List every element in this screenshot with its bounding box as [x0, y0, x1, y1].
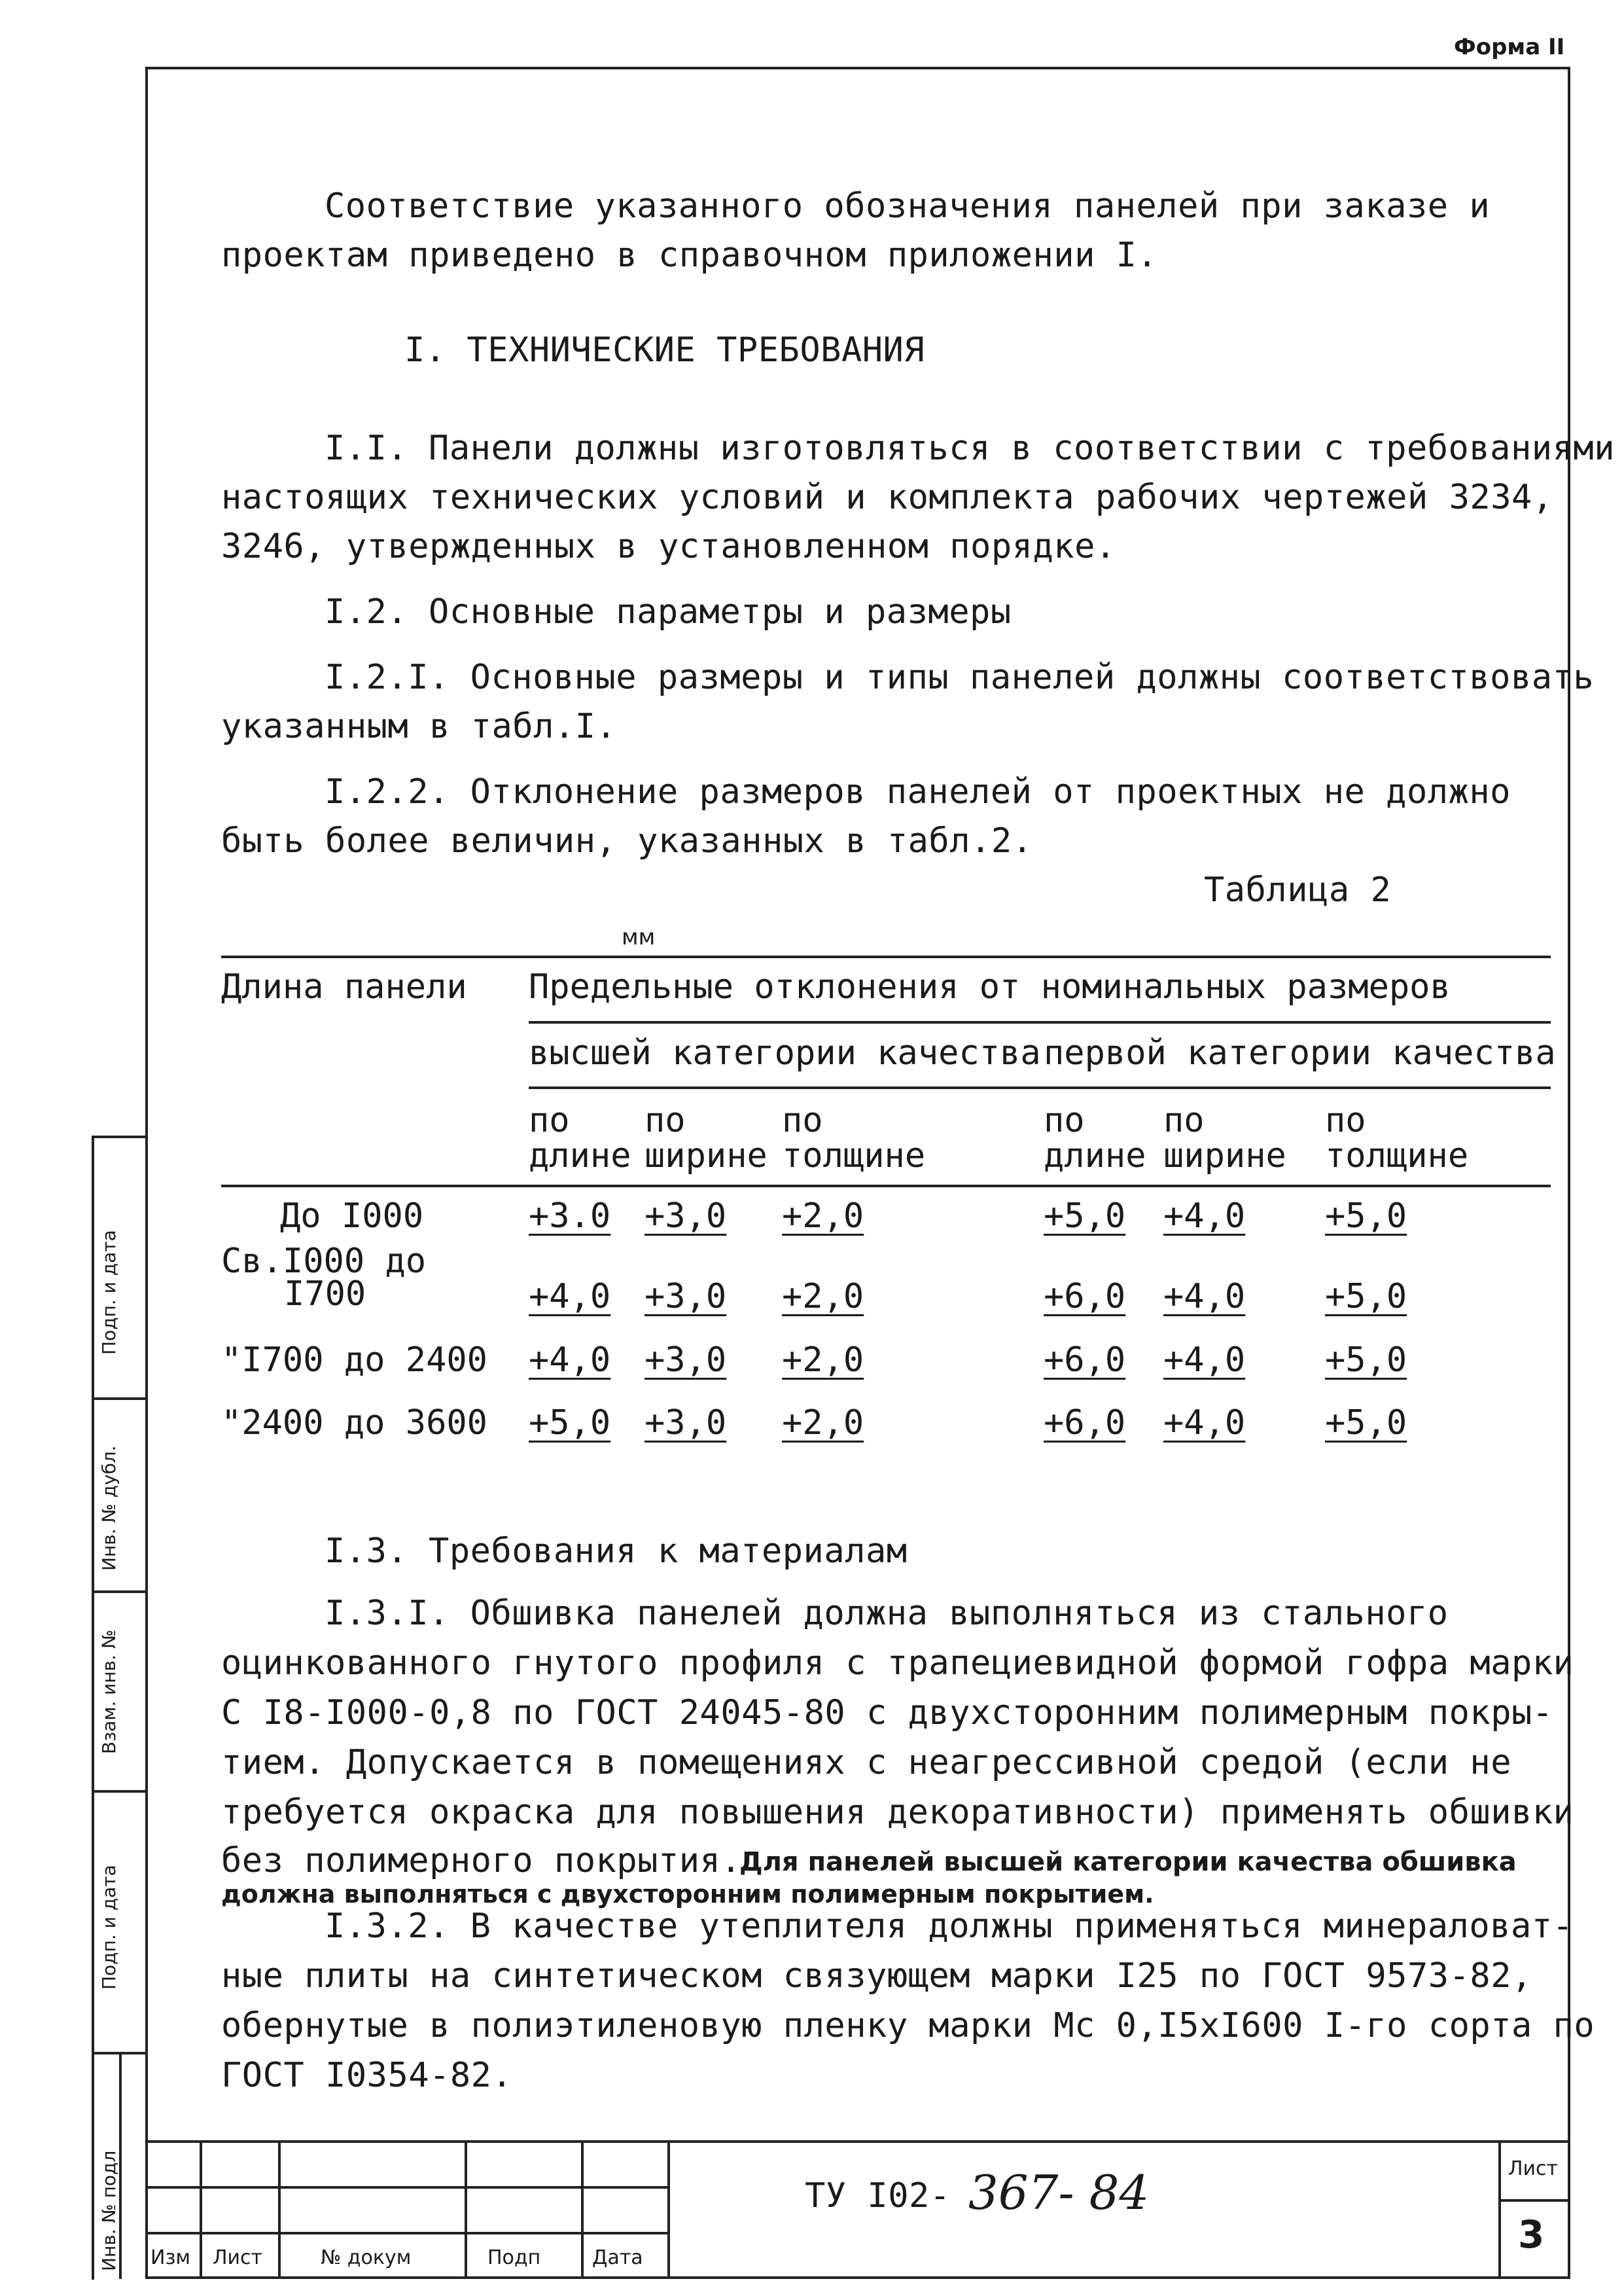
handwritten-insert-2: должна выполняться с двухсторонним полимерным покрытием.: [221, 1880, 1154, 1909]
sub-header-length-first: по длине: [1044, 1101, 1146, 1175]
p1-3-1-line-1: I.3.I. Обшивка панелей должна выполняться из стального: [325, 1594, 1449, 1633]
row-2-val-3: +2,0: [782, 1277, 864, 1316]
row-1-label: До I000: [280, 1196, 424, 1236]
stamp-col-5: [667, 2140, 670, 2279]
header-deviation: Предельные отклонения от номинальных размеров: [529, 967, 1451, 1007]
row-4-val-6: +5,0: [1325, 1403, 1407, 1443]
header-length: Длина панели: [221, 967, 467, 1007]
header-rule-2: [529, 1086, 1551, 1089]
stamp-col-3: [465, 2140, 467, 2279]
row-4-label: "2400 до 3600: [221, 1403, 487, 1443]
stamp-col-sheet: [1498, 2140, 1501, 2279]
row-4-val-2: +3,0: [644, 1403, 727, 1443]
p1-3-2-line-1: I.3.2. В качестве утеплителя должны применяться минераловат-: [325, 1907, 1574, 1946]
side-strip-div-1: [92, 1397, 148, 1400]
sheet-number: 3: [1518, 2212, 1545, 2257]
row-4-val-5: +4,0: [1163, 1403, 1246, 1443]
row-4-val-4: +6,0: [1044, 1403, 1126, 1443]
p1-3-heading: I.3. Требования к материалам: [325, 1532, 908, 1571]
row-2-val-2: +3,0: [644, 1277, 727, 1316]
stamp-col-1: [200, 2140, 202, 2279]
form-label: Форма II: [1454, 34, 1565, 60]
p1-1-line-2: настоящих технических условий и комплекта рабочих чертежей 3234,: [221, 478, 1553, 517]
side-strip-top: [92, 1136, 148, 1138]
row-2-val-4: +6,0: [1044, 1277, 1126, 1316]
intro-line-1: Соответствие указанного обозначения панелей при заказе и: [325, 187, 1491, 226]
row-3-val-4: +6,0: [1044, 1340, 1126, 1380]
table-top-rule: [221, 956, 1551, 958]
doc-code-number: 367- 84: [968, 2165, 1150, 2220]
row-3-val-1: +4,0: [529, 1340, 611, 1380]
p1-2-2-line-1: I.2.2. Отклонение размеров панелей от проектных не должно: [325, 772, 1511, 812]
side-label-4: Подп. и дата: [98, 1865, 120, 1990]
row-3-val-3: +2,0: [782, 1340, 864, 1380]
stamp-row-1: [145, 2186, 669, 2189]
p1-3-2-line-3: обернутые в полиэтиленовую пленку марки Мс 0,I5хI600 I-го сорта по: [221, 2006, 1595, 2045]
p1-3-1-line-6: без полимерного покрытия.: [221, 1841, 742, 1880]
row-2-label: Св.I000 до I700: [221, 1242, 427, 1314]
p1-3-1-line-4: тием. Допускается в помещениях с неагрессивной средой (если не: [221, 1743, 1512, 1782]
p1-2-heading: I.2. Основные параметры и размеры: [325, 592, 1012, 632]
stamp-sheet-row: [1498, 2199, 1570, 2202]
stamp-header-doc: № докум: [321, 2246, 412, 2269]
sub-header-thickness-first: по толщине: [1325, 1101, 1469, 1175]
handwritten-insert-1: Для панелей высшей категории качества обшивка: [739, 1847, 1517, 1877]
row-1-val-6: +5,0: [1325, 1196, 1407, 1236]
header-bottom-rule: [221, 1185, 1551, 1187]
header-cat-first: первой категории качества: [1044, 1033, 1556, 1073]
side-label-5: Инв. № подл: [98, 2150, 120, 2271]
p1-2-2-line-2: быть более величин, указанных в табл.2.: [221, 821, 1033, 861]
row-1-val-3: +2,0: [782, 1196, 864, 1236]
p1-3-1-line-3: С I8-I000-0,8 по ГОСТ 24045-80 с двухсторонним полимерным покры-: [221, 1693, 1553, 1732]
side-strip-left: [92, 1136, 94, 2280]
side-label-3: Взам. инв. №: [98, 1629, 120, 1754]
p1-3-2-line-4: ГОСТ I0354-82.: [221, 2056, 513, 2095]
p1-2-1-line-2: указанным в табл.I.: [221, 707, 617, 746]
stamp-header-list: Лист: [213, 2246, 263, 2269]
side-label-2: Инв. № дубл.: [98, 1445, 120, 1571]
side-strip-div-3: [92, 1790, 148, 1793]
row-3-label: "I700 до 2400: [221, 1340, 487, 1380]
row-1-val-2: +3,0: [644, 1196, 727, 1236]
row-1-val-5: +4,0: [1163, 1196, 1246, 1236]
section-title: I. ТЕХНИЧЕСКИЕ ТРЕБОВАНИЯ: [404, 331, 925, 370]
row-2-val-1: +4,0: [529, 1277, 611, 1316]
sub-header-width-first: по ширине: [1163, 1101, 1286, 1175]
p1-3-2-line-2: ные плиты на синтетическом связующем марки I25 по ГОСТ 9573-82,: [221, 1956, 1532, 1996]
sub-header-thickness-high: по толщине: [782, 1101, 926, 1175]
p1-1-line-3: 3246, утвержденных в установленном порядке.: [221, 527, 1116, 566]
row-2-val-5: +4,0: [1163, 1277, 1246, 1316]
p1-3-1-line-2: оцинкованного гнутого профиля с трапециевидной формой гофра марки: [221, 1643, 1574, 1683]
row-3-val-5: +4,0: [1163, 1340, 1246, 1380]
row-3-val-6: +5,0: [1325, 1340, 1407, 1380]
row-4-val-1: +5,0: [529, 1403, 611, 1443]
row-1-val-4: +5,0: [1044, 1196, 1126, 1236]
side-label-1: Подп. и дата: [98, 1230, 120, 1355]
stamp-col-2: [278, 2140, 281, 2279]
row-1-val-1: +3.0: [529, 1196, 611, 1236]
stamp-header-data: Дата: [592, 2246, 643, 2269]
stamp-header-podp: Подп: [487, 2246, 541, 2269]
row-2-val-6: +5,0: [1325, 1277, 1407, 1316]
row-4-val-3: +2,0: [782, 1403, 864, 1443]
header-rule-1: [529, 1021, 1551, 1024]
sheet-label: Лист: [1508, 2157, 1559, 2180]
sub-header-width-high: по ширине: [644, 1101, 768, 1175]
doc-code-prefix: ТУ I02-: [805, 2176, 951, 2215]
p1-1-line-1: I.I. Панели должны изготовляться в соответствии с требованиями: [325, 429, 1615, 468]
table-caption: Таблица 2: [1204, 870, 1392, 910]
table-unit: мм: [622, 924, 656, 950]
stamp-col-4: [581, 2140, 584, 2279]
intro-line-2: проектам приведено в справочном приложении I.: [221, 236, 1158, 275]
p1-2-1-line-1: I.2.I. Основные размеры и типы панелей должны соответствовать: [325, 658, 1595, 697]
header-cat-high: высшей категории качества: [529, 1033, 1041, 1073]
row-3-val-2: +3,0: [644, 1340, 727, 1380]
stamp-top: [145, 2140, 1570, 2143]
stamp-header-izm: Изм: [150, 2246, 191, 2269]
sub-header-length-high: по длине: [529, 1101, 631, 1175]
side-strip-div-2: [92, 1590, 148, 1593]
p1-3-1-line-5: требуется окраска для повышения декоративности) применять обшивки: [221, 1793, 1574, 1832]
stamp-row-2: [145, 2232, 669, 2234]
